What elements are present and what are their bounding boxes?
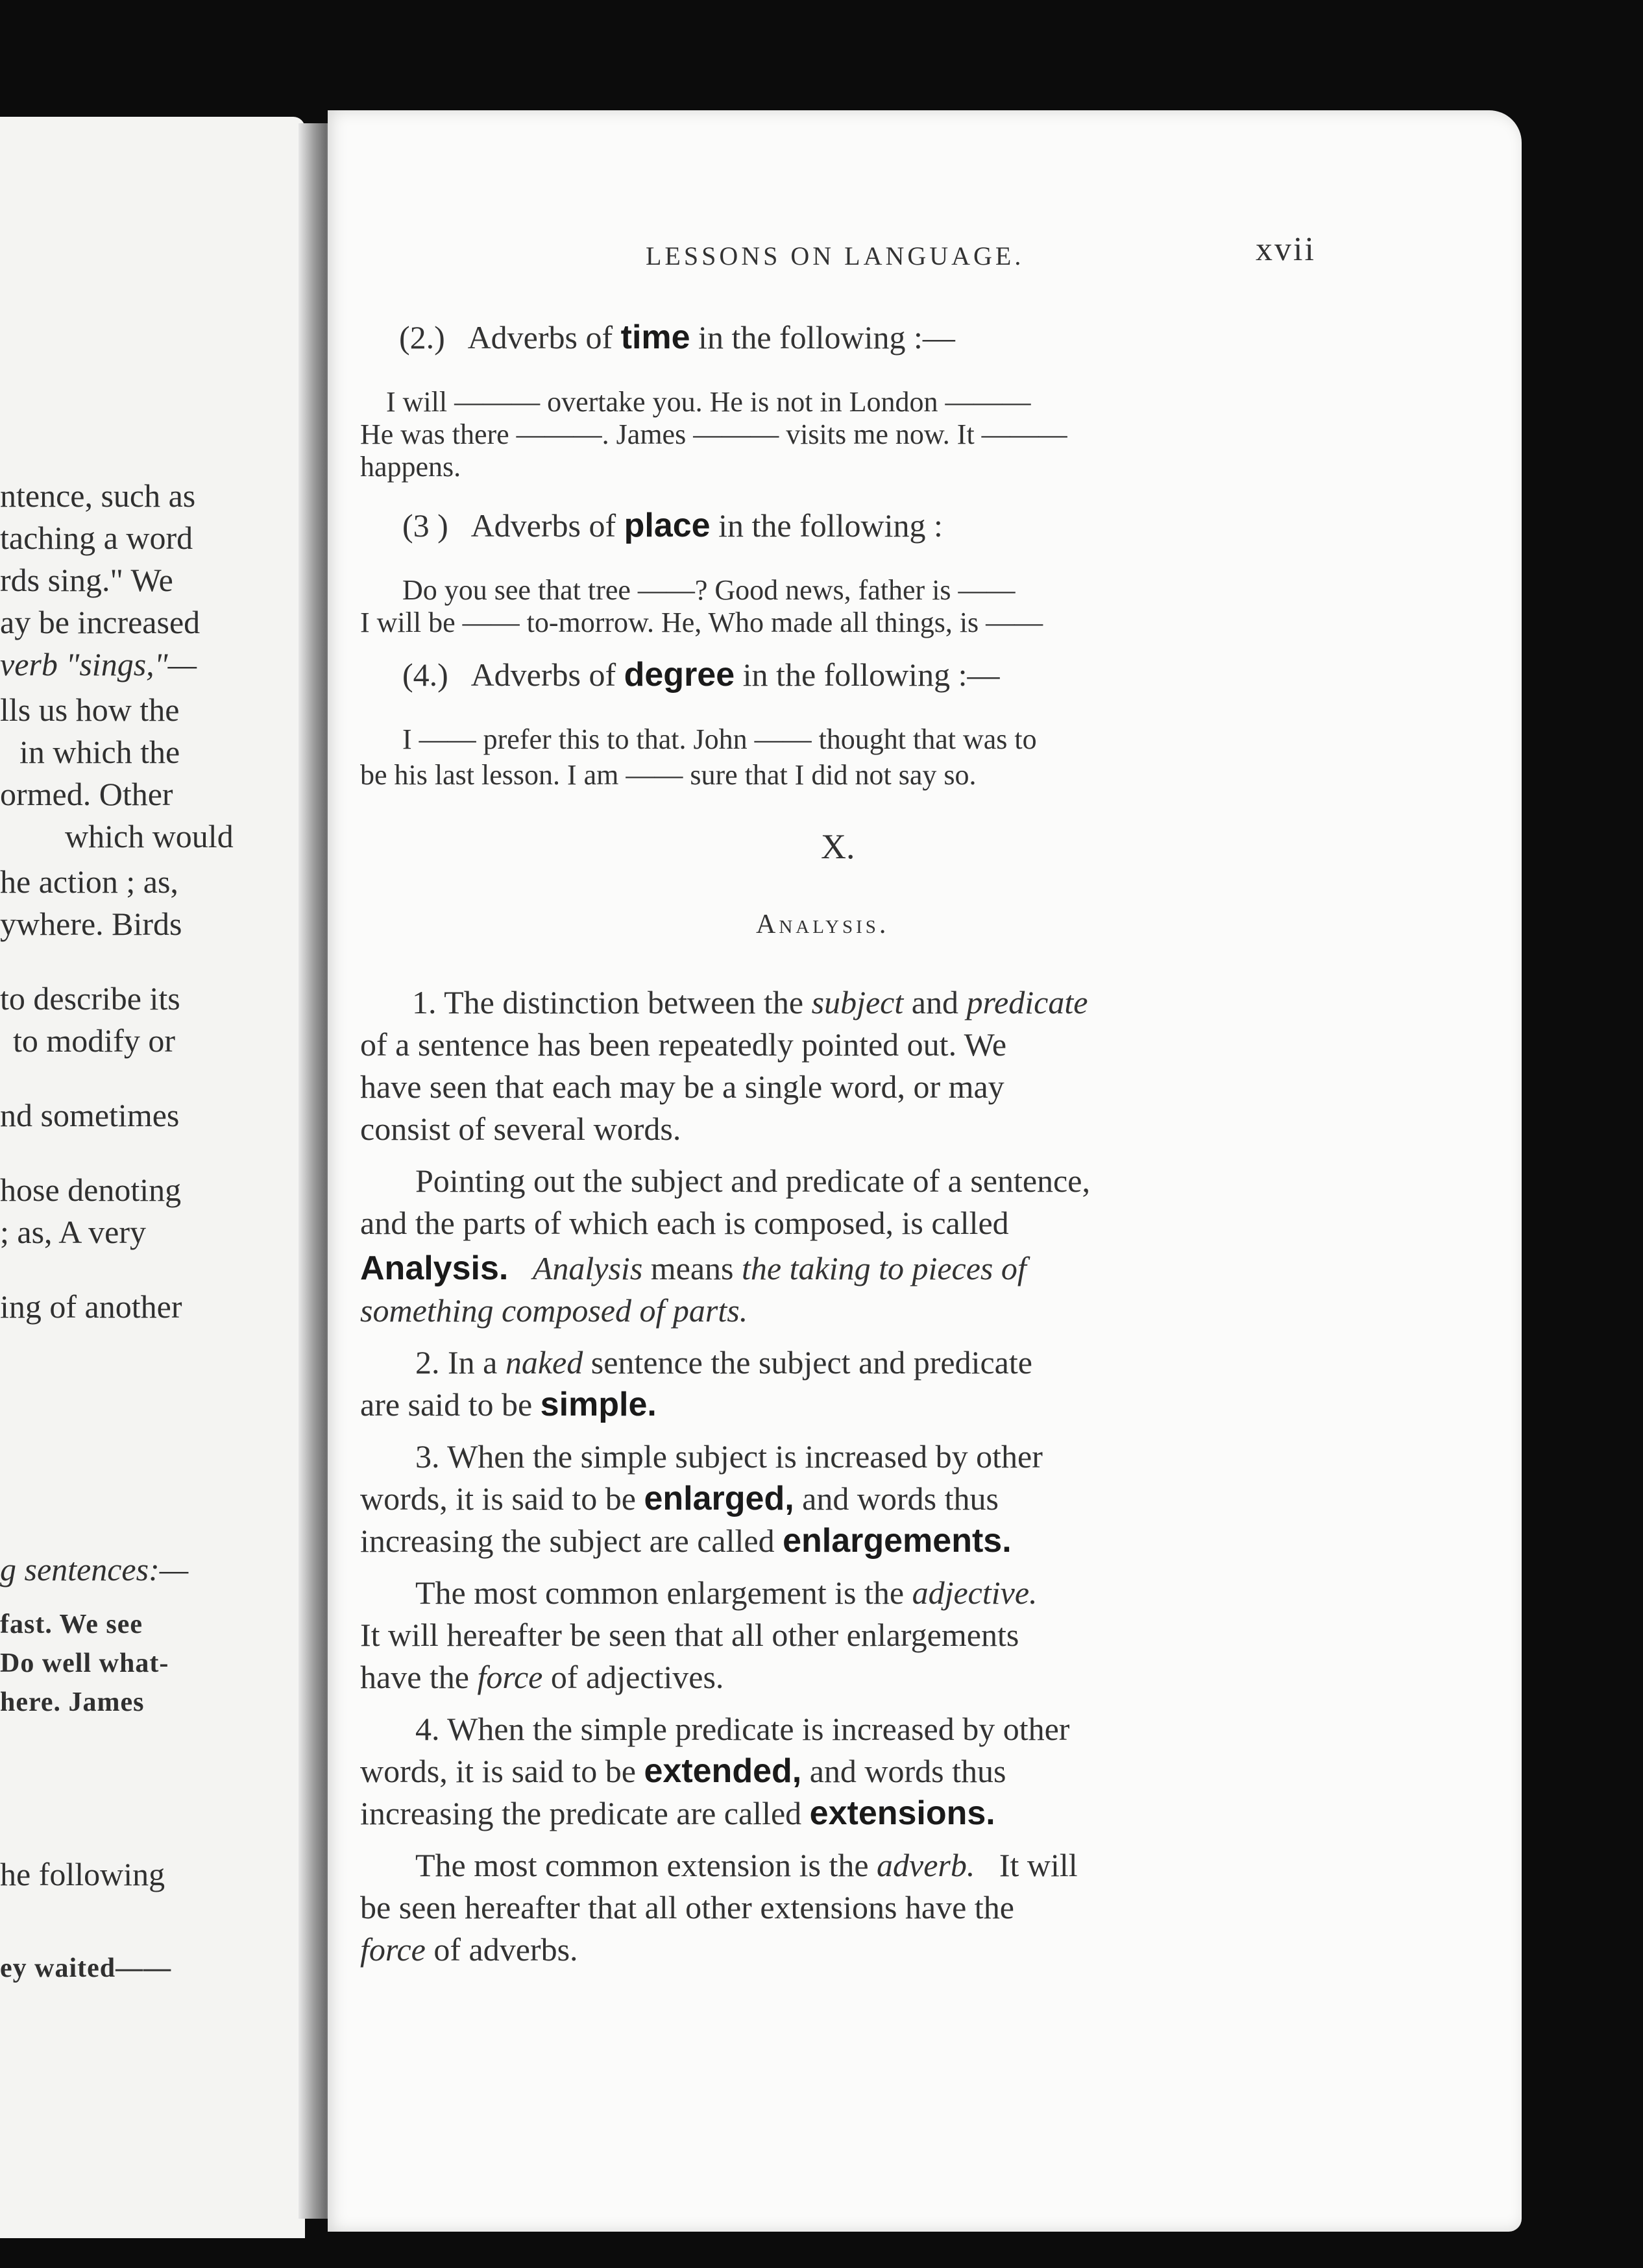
left-fragment: Do well what- bbox=[0, 1648, 169, 1678]
left-fragment: lls us how the bbox=[0, 692, 180, 728]
left-fragment: ormed. Other bbox=[0, 776, 173, 812]
paragraph-3-line: 2. In a naked sentence the subject and predicate bbox=[415, 1344, 1032, 1381]
paragraph-4-line: 3. When the simple subject is increased by other bbox=[415, 1438, 1043, 1475]
left-fragment: he action ; as, bbox=[0, 863, 178, 900]
page-folio: xvii bbox=[1256, 231, 1316, 268]
paragraph-2-line: Analysis. Analysis means the taking to pieces of bbox=[360, 1249, 1027, 1287]
paragraph-4-line: words, it is said to be enlarged, and words thus bbox=[360, 1480, 999, 1517]
paragraph-4-line: increasing the subject are called enlargements. bbox=[360, 1522, 1012, 1560]
left-fragment: ntence, such as bbox=[0, 477, 196, 514]
right-page bbox=[328, 110, 1522, 2232]
left-fragment: to describe its bbox=[0, 980, 180, 1017]
paragraph-6-line: increasing the predicate are called extensions. bbox=[360, 1794, 995, 1832]
left-fragment: g sentences:— bbox=[0, 1551, 189, 1587]
exercise-3-line: I will be —— to-morrow. He, Who made all things, is —— bbox=[360, 607, 1043, 638]
left-fragment: nd sometimes bbox=[0, 1097, 180, 1133]
paragraph-7-line: The most common extension is the adverb. It will bbox=[415, 1847, 1078, 1883]
left-fragment: hose denoting bbox=[0, 1172, 182, 1208]
paragraph-1-line: of a sentence has been repeatedly pointed out. We bbox=[360, 1026, 1007, 1063]
left-fragment: in which the bbox=[19, 734, 180, 770]
paragraph-3-line: are said to be simple. bbox=[360, 1386, 657, 1423]
left-fragment: which would bbox=[65, 818, 234, 854]
left-fragment: rds sing." We bbox=[0, 562, 173, 598]
paragraph-5-line: It will hereafter be seen that all other enlargements bbox=[360, 1617, 1019, 1653]
left-fragment: ey waited—— bbox=[0, 1953, 172, 1983]
exercise-4-line: be his last lesson. I am —— sure that I did not say so. bbox=[360, 759, 977, 791]
exercise-2-line: I will ——— overtake you. He is not in London ——— bbox=[386, 386, 1031, 418]
paragraph-5-line: have the force of adjectives. bbox=[360, 1659, 724, 1695]
paragraph-1-line: have seen that each may be a single word, or may bbox=[360, 1068, 1004, 1105]
paragraph-2-line: something composed of parts. bbox=[360, 1292, 748, 1329]
left-fragment: taching a word bbox=[0, 520, 193, 556]
exercise-3-line: Do you see that tree ——? Good news, father is —— bbox=[402, 574, 1016, 606]
section-title: Analysis. bbox=[756, 910, 890, 939]
left-fragment: ing of another bbox=[0, 1288, 182, 1325]
left-fragment: fast. We see bbox=[0, 1610, 143, 1639]
left-fragment: he following bbox=[0, 1856, 165, 1892]
paragraph-7-line: force of adverbs. bbox=[360, 1931, 578, 1968]
paragraph-1-line: consist of several words. bbox=[360, 1111, 681, 1147]
paragraph-1-line: 1. The distinction between the subject and predicate bbox=[412, 984, 1088, 1020]
left-fragment: to modify or bbox=[13, 1022, 175, 1059]
left-fragment: ay be increased bbox=[0, 604, 201, 640]
running-title: LESSONS ON LANGUAGE. bbox=[646, 241, 1025, 271]
exercise-2-heading: (2.) Adverbs of time in the following :— bbox=[399, 319, 955, 356]
paragraph-2-line: Pointing out the subject and predicate of a sentence, bbox=[415, 1163, 1090, 1199]
section-numeral: X. bbox=[821, 827, 855, 866]
exercise-4-heading: (4.) Adverbs of degree in the following :— bbox=[402, 656, 1000, 694]
left-fragment: verb "sings,"— bbox=[0, 646, 197, 682]
paragraph-2-line: and the parts of which each is composed, is called bbox=[360, 1205, 1009, 1241]
exercise-2-line: happens. bbox=[360, 451, 461, 483]
paragraph-6-line: words, it is said to be extended, and words thus bbox=[360, 1752, 1006, 1790]
exercise-3-heading: (3 ) Adverbs of place in the following : bbox=[402, 507, 943, 544]
paragraph-7-line: be seen hereafter that all other extensions have the bbox=[360, 1889, 1014, 1925]
left-fragment: here. James bbox=[0, 1687, 145, 1717]
left-fragment: ; as, A very bbox=[0, 1214, 146, 1250]
left-facing-page bbox=[0, 117, 305, 2238]
exercise-2-line: He was there ———. James ——— visits me now. It ——— bbox=[360, 418, 1067, 450]
exercise-4-line: I —— prefer this to that. John —— thought that was to bbox=[402, 723, 1037, 755]
left-fragment: ywhere. Birds bbox=[0, 906, 182, 942]
paragraph-5-line: The most common enlargement is the adjective. bbox=[415, 1574, 1038, 1611]
paragraph-6-line: 4. When the simple predicate is increased by other bbox=[415, 1711, 1070, 1747]
